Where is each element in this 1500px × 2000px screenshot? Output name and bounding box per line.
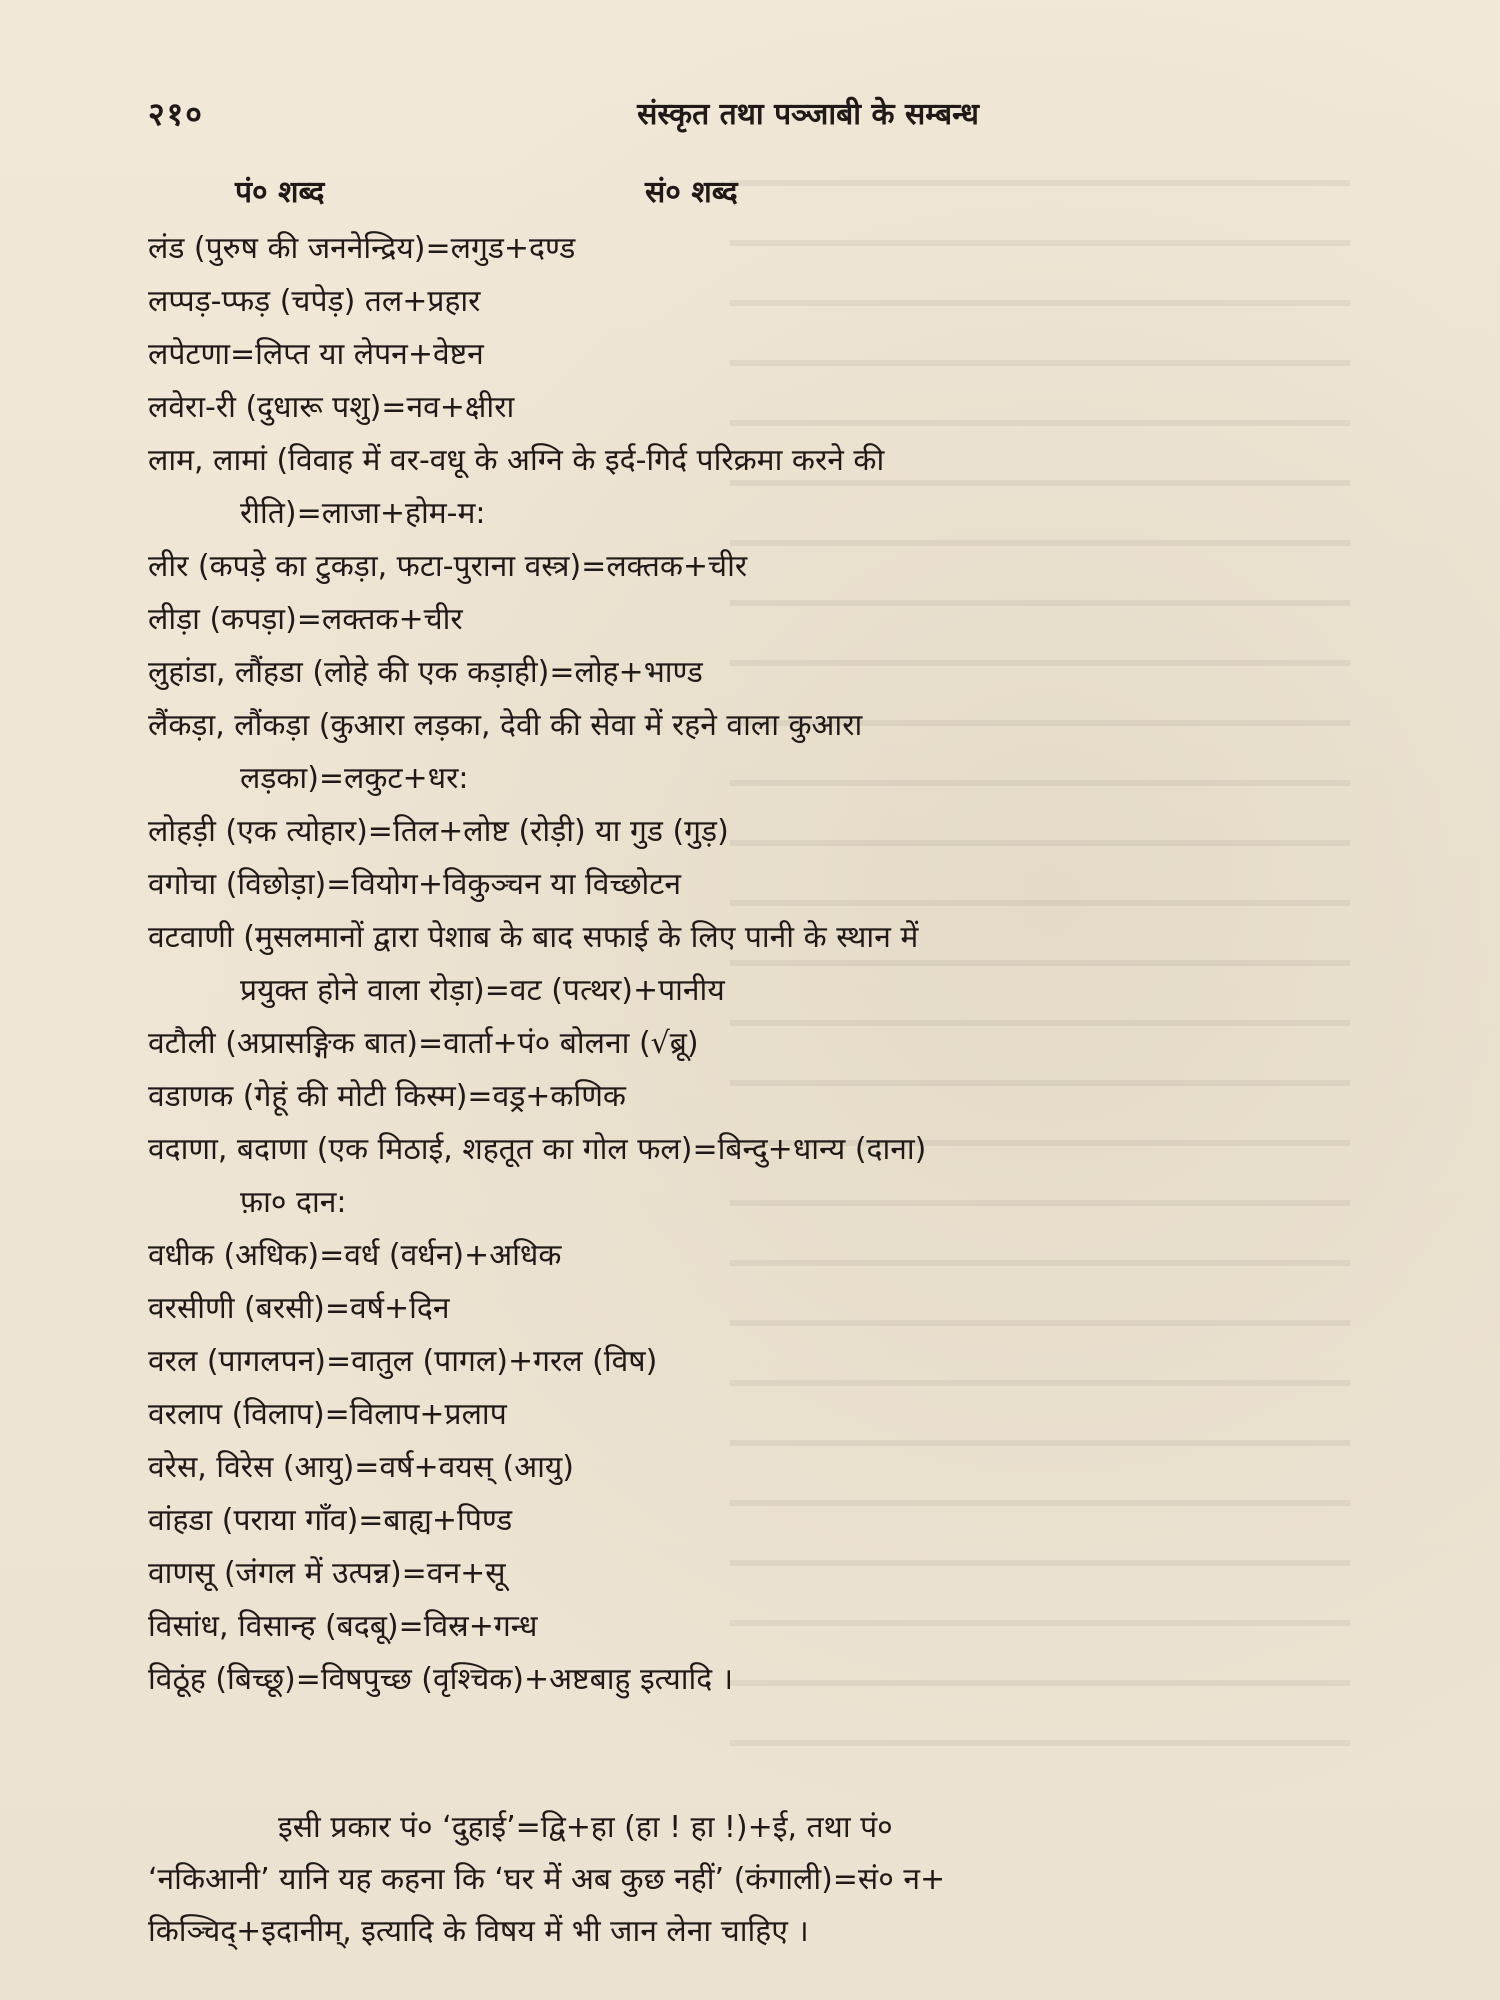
entry-text: लप्पड़-प्फड़ (चपेड़) तल+प्रहार: [148, 284, 481, 319]
list-item: [148, 1070, 1343, 1123]
list-item: [148, 222, 1343, 275]
entry-text: लुहांडा, लौंहडा (लोहे की एक कड़ाही)=लोह+भाण्ड: [148, 655, 703, 690]
entry-text: वरल (पागलपन)=वातुल (पागल)+गरल (विष): [148, 1344, 658, 1379]
entry-text: लीड़ा (कपड़ा)=लक्तक+चीर: [148, 602, 463, 637]
entry-text: विठूंह (बिच्छू)=विषपुच्छ (वृश्चिक)+अष्टबाहु इत्यादि ।: [148, 1662, 734, 1697]
entry-text: लवेरा-री (दुधारू पशु)=नव+क्षीरा: [148, 390, 515, 425]
list-item: [148, 1653, 1343, 1706]
entry-text: लंड (पुरुष की जननेन्द्रिय)=लगुड+दण्ड: [148, 231, 576, 266]
list-item: [148, 1494, 1343, 1547]
entry-text: लैंकड़ा, लौंकड़ा (कुआरा लड़का, देवी की सेवा में रहने वाला कुआरा: [148, 708, 863, 743]
list-item: [148, 699, 1343, 805]
list-item: [148, 593, 1343, 646]
entry-text: लाम, लामां (विवाह में वर-वधू के अग्नि के इर्द-गिर्द परिक्रमा करने की: [148, 443, 885, 478]
entry-text: विसांध, विसान्ह (बदबू)=विस्र+गन्ध: [148, 1609, 538, 1644]
closing-paragraph: [148, 1802, 1348, 1958]
list-item: [148, 911, 1343, 1017]
closing-line-1: इसी प्रकार पं० ‘दुहाई’=द्वि+हा (हा ! हा !)+ई, तथा पं०: [278, 1810, 893, 1845]
punjabi-column-heading: पं० शब्द: [235, 175, 325, 210]
column-headings: [235, 170, 935, 210]
list-item: [148, 1229, 1343, 1282]
list-item: [148, 858, 1343, 911]
list-item: [148, 1335, 1343, 1388]
page-number: २१०: [148, 95, 204, 133]
list-item: [148, 1123, 1343, 1229]
running-title: संस्कृत तथा पञ्जाबी के सम्बन्ध: [637, 97, 979, 132]
entry-continuation: लड़का)=लकुट+धर:: [240, 761, 469, 796]
entry-text: वरसीणी (बरसी)=वर्ष+दिन: [148, 1291, 450, 1326]
entry-text: वटवाणी (मुसलमानों द्वारा पेशाब के बाद सफाई के लिए पानी के स्थान में: [148, 920, 919, 955]
list-item: [148, 1600, 1343, 1653]
list-item: [148, 646, 1343, 699]
entry-text: वटौली (अप्रासङ्गिक बात)=वार्ता+पं० बोलना (√ब्रू): [148, 1026, 699, 1061]
closing-line-3: किञ्चिद्+इदानीम्, इत्यादि के विषय में भी जान लेना चाहिए ।: [148, 1914, 809, 1949]
list-item: [148, 328, 1343, 381]
etymology-list: [148, 222, 1343, 1706]
list-item: [148, 434, 1343, 540]
entry-text: वरेस, विरेस (आयु)=वर्ष+वयस् (आयु): [148, 1450, 574, 1485]
entry-text: लोहड़ी (एक त्योहार)=तिल+लोष्ट (रोड़ी) या गुड (गुड़): [148, 814, 729, 849]
entry-text: वरलाप (विलाप)=विलाप+प्रलाप: [148, 1397, 507, 1432]
list-item: [148, 805, 1343, 858]
entry-continuation: प्रयुक्त होने वाला रोड़ा)=वट (पत्थर)+पानीय: [240, 973, 725, 1008]
page-header: [148, 92, 1348, 132]
list-item: [148, 1282, 1343, 1335]
list-item: [148, 1441, 1343, 1494]
entry-text: लीर (कपड़े का टुकड़ा, फटा-पुराना वस्त्र)=लक्तक+चीर: [148, 549, 748, 584]
list-item: [148, 540, 1343, 593]
entry-text: वांहडा (पराया गाँव)=बाह्य+पिण्ड: [148, 1503, 513, 1538]
list-item: [148, 381, 1343, 434]
closing-line-2: ‘नकिआनी’ यानि यह कहना कि ‘घर में अब कुछ नहीं’ (कंगाली)=सं० न+: [148, 1862, 946, 1897]
entry-text: वाणसू (जंगल में उत्पन्न)=वन+सू: [148, 1556, 506, 1591]
entry-text: लपेटणा=लिप्त या लेपन+वेष्टन: [148, 337, 484, 372]
sanskrit-column-heading: सं० शब्द: [645, 175, 738, 210]
list-item: [148, 1388, 1343, 1441]
entry-text: वदाणा, बदाणा (एक मिठाई, शहतूत का गोल फल)=बिन्दु+धान्य (दाना): [148, 1132, 927, 1167]
entry-text: वडाणक (गेहूं की मोटी किस्म)=वड्र+कणिक: [148, 1079, 626, 1114]
entry-text: वधीक (अधिक)=वर्ध (वर्धन)+अधिक: [148, 1238, 562, 1273]
list-item: [148, 1017, 1343, 1070]
list-item: [148, 275, 1343, 328]
list-item: [148, 1547, 1343, 1600]
entry-continuation: फ़ा० दान:: [240, 1185, 347, 1220]
entry-continuation: रीति)=लाजा+होम-म:: [240, 496, 486, 531]
entry-text: वगोचा (विछोड़ा)=वियोग+विकुञ्चन या विच्छोटन: [148, 867, 682, 902]
